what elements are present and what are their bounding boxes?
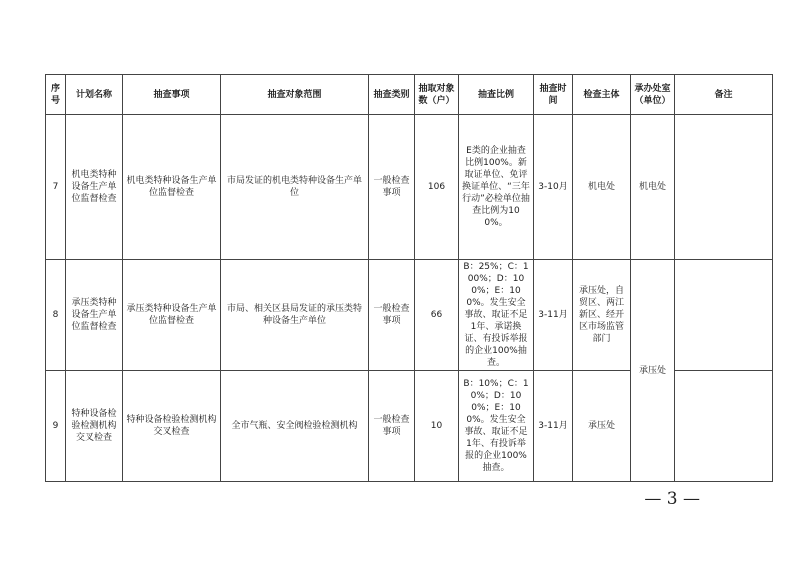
cell-time: 3-10月	[534, 115, 573, 260]
cell-no: 9	[46, 371, 66, 482]
cell-note	[675, 115, 773, 260]
cell-plan-name: 机电类特种设备生产单位监督检查	[66, 115, 123, 260]
table-header-row	[46, 75, 773, 115]
header-scope: 抽查对象范围	[221, 75, 369, 115]
cell-office: 机电处	[631, 115, 675, 260]
header-office: 承办处室（单位）	[631, 75, 675, 115]
header-note: 备注	[675, 75, 773, 115]
cell-ratio: B：25%；C：100%；D：100%；E：100%。发生安全事故、取证不足1年、承诺换证、有投诉举报的企业100%抽查。	[459, 260, 534, 371]
header-item: 抽查事项	[123, 75, 221, 115]
header-ratio: 抽查比例	[459, 75, 534, 115]
cell-scope: 全市气瓶、安全阀检验检测机构	[221, 371, 369, 482]
cell-ratio: B：10%；C：10%；D：100%；E：100%。发生安全事故、取证不足1年、有投诉举报的企业100%抽查。	[459, 371, 534, 482]
cell-subject: 承压处	[573, 371, 631, 482]
cell-item: 承压类特种设备生产单位监督检查	[123, 260, 221, 371]
cell-plan-name: 承压类特种设备生产单位监督检查	[66, 260, 123, 371]
cell-category: 一般检查事项	[369, 115, 415, 260]
cell-count: 10	[415, 371, 459, 482]
cell-time: 3-11月	[534, 260, 573, 371]
cell-office-merged: 承压处	[631, 260, 675, 482]
cell-no: 8	[46, 260, 66, 371]
cell-category: 一般检查事项	[369, 260, 415, 371]
header-time: 抽查时间	[534, 75, 573, 115]
header-no: 序号	[46, 75, 66, 115]
inspection-plan-table	[45, 74, 773, 482]
header-plan-name: 计划名称	[66, 75, 123, 115]
cell-count: 106	[415, 115, 459, 260]
cell-item: 机电类特种设备生产单位监督检查	[123, 115, 221, 260]
cell-plan-name: 特种设备检验检测机构交叉检查	[66, 371, 123, 482]
cell-note	[675, 371, 773, 482]
header-count: 抽取对象数（户）	[415, 75, 459, 115]
cell-ratio: E类的企业抽查比例100%。新取证单位、免评换证单位、“三年行动”必检单位抽查比例为100%。	[459, 115, 534, 260]
cell-time: 3-11月	[534, 371, 573, 482]
cell-item: 特种设备检验检测机构交叉检查	[123, 371, 221, 482]
cell-note	[675, 260, 773, 371]
page-number: — 3 —	[644, 489, 700, 509]
cell-no: 7	[46, 115, 66, 260]
cell-scope: 市局发证的机电类特种设备生产单位	[221, 115, 369, 260]
header-category: 抽查类别	[369, 75, 415, 115]
cell-scope: 市局、相关区县局发证的承压类特种设备生产单位	[221, 260, 369, 371]
cell-category: 一般检查事项	[369, 371, 415, 482]
cell-count: 66	[415, 260, 459, 371]
table-row	[46, 115, 773, 260]
cell-subject: 机电处	[573, 115, 631, 260]
table-row	[46, 260, 773, 371]
cell-subject: 承压处，自贸区、两江新区、经开区市场监管部门	[573, 260, 631, 371]
header-subject: 检查主体	[573, 75, 631, 115]
